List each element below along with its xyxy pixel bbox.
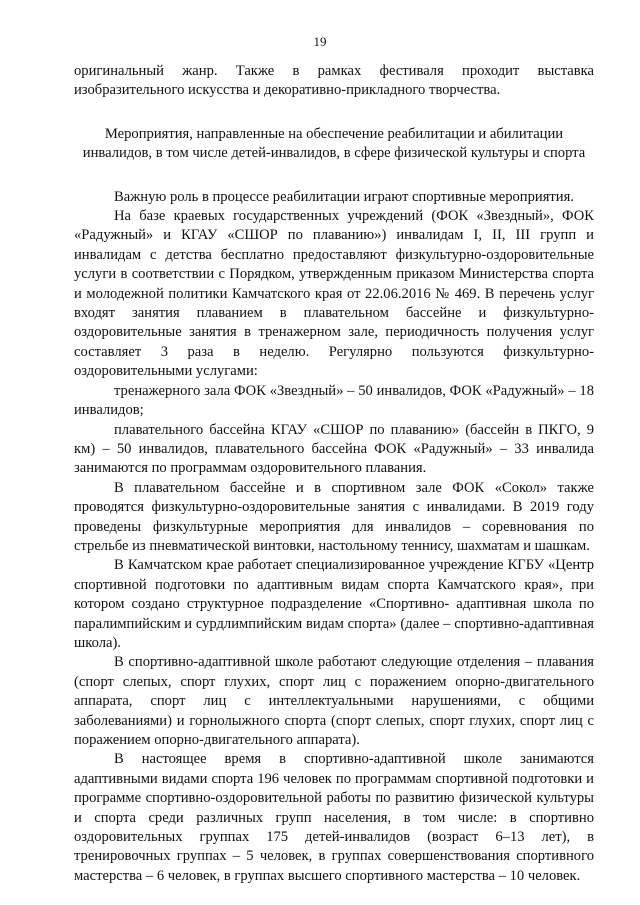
paragraph: Важную роль в процессе реабилитации играют спортивные мероприятия. xyxy=(114,188,574,205)
paragraph: В плавательном бассейне и в спортивном зале ФОК «Сокол» также проводятся физкультурно-оздоровительные занятия с инвалидами. В 2019 году проведены физкультурные мероприятия для инвалидов – соревнования по стрельбе из пневматической винтовки, настольному теннису, шахматам и шашкам. xyxy=(74,479,594,554)
paragraph: В Камчатском крае работает специализированное учреждение КГБУ «Центр спортивной подготовки по адаптивным видам спорта Камчатского края», при котором создано структурное подразделение «Спортивно- адаптивная школа по паралимпийским и сурдлимпийским видам спорта» (далее – спортивно-адаптивная школа). xyxy=(74,557,594,651)
paragraph: В настоящее время в спортивно-адаптивной школе занимаются адаптивными видами спорта 196 человек по программам спортивной подготовки и программе спортивно-оздоровительной работы по развитию физической культуры и спорта среди различных групп населения, в том числе: в спортивно оздоровительных группах 175 детей-инвалидов (возраст 6–13 лет), в тренировочных группах – 5 человек, в группах совершенствования спортивного мастерства – 6 человек, в группах высшего спортивного мастерства – 10 человек. xyxy=(74,751,594,884)
paragraph: тренажерного зала ФОК «Звездный» – 50 инвалидов, ФОК «Радужный» – 18 инвалидов; xyxy=(74,382,594,419)
document-body xyxy=(74,62,594,886)
section-heading: Мероприятия, направленные на обеспечение реабилитации и абилитации инвалидов, в том числе детей-инвалидов, в сфере физической культуры и спорта xyxy=(82,125,586,162)
page-number: 19 xyxy=(313,34,327,49)
paragraph: На базе краевых государственных учреждений (ФОК «Звездный», ФОК «Радужный» и КГАУ «СШОР по плаванию») инвалидам I, II, III групп и инвалидам с детства бесплатно предоставляют физкультурно-оздоровительные услуги в соответствии с Порядком, утвержденным приказом Министерства спорта и молодежной политики Камчатского края от 22.06.2016 № 469. В перечень услуг входят занятия плаванием в плавательном бассейне и физкультурно-оздоровительные занятия в тренажерном зале, периодичность получения услуг составляет 3 раза в неделю. Регулярно пользуются физкультурно-оздоровительными услугами: xyxy=(74,208,594,380)
paragraph: плавательного бассейна КГАУ «СШОР по плаванию» (бассейн в ПКГО, 9 км) – 50 инвалидов, плавательного бассейна ФОК «Радужный» – 33 инвалида занимаются по программам оздоровительного плавания. xyxy=(74,421,594,477)
paragraph: В спортивно-адаптивной школе работают следующие отделения – плавания (спорт слепых, спорт глухих, спорт лиц с поражением опорно-двигательного аппарата, спорт лиц с интеллектуальными нарушениями, с общими заболеваниями) и горнолыжного спорта (спорт слепых, спорт глухих, спорт лиц с поражением опорно-двигательного аппарата). xyxy=(74,654,594,748)
paragraph-continuation: оригинальный жанр. Также в рамках фестиваля проходит выставка изобразительного искусства и декоративно-прикладного творчества. xyxy=(74,63,594,99)
